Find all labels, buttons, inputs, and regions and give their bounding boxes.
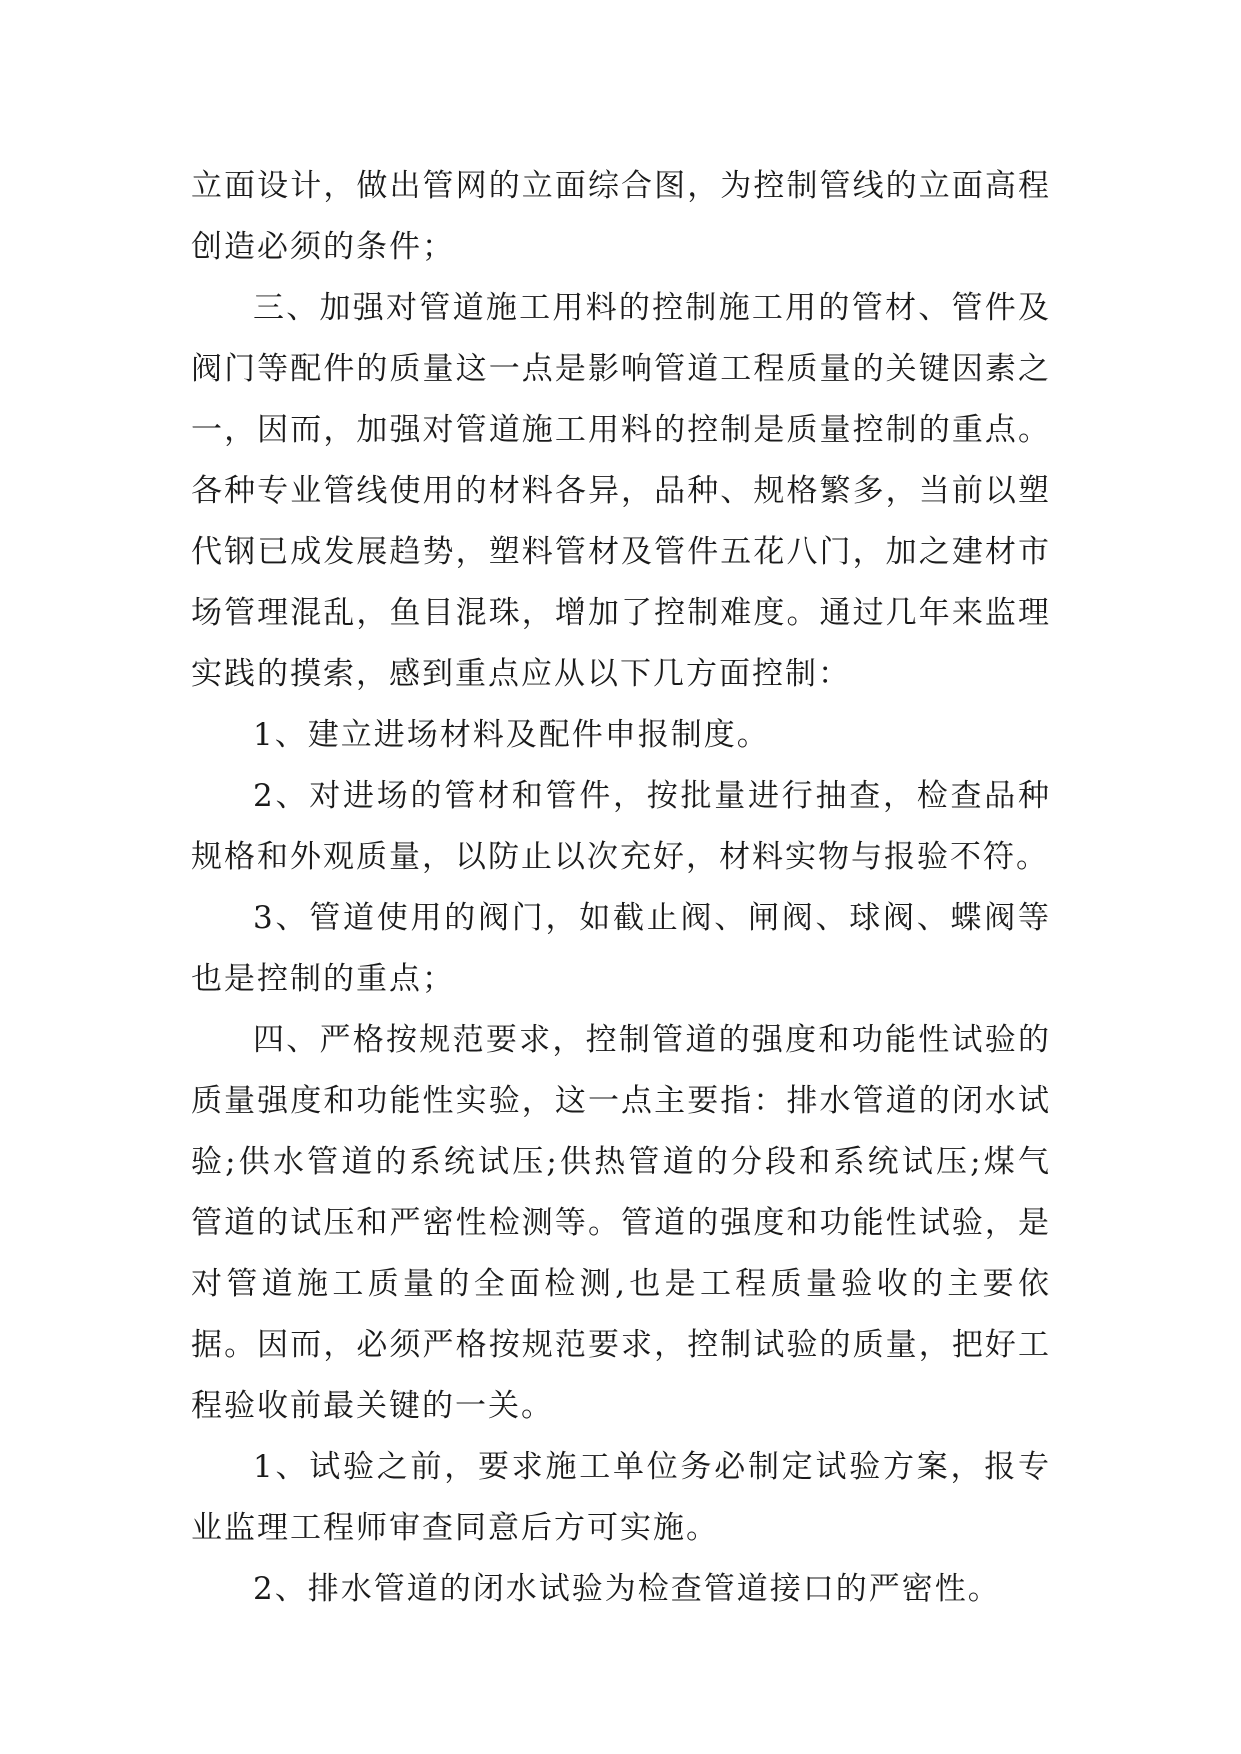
paragraph-4: 2、对进场的管材和管件，按批量进行抽查，检查品种规格和外观质量，以防止以次充好，材料实物与报验不符。 [191, 778, 1051, 875]
paragraph-8: 2、排水管道的闭水试验为检查管道接口的严密性。 [253, 1571, 1001, 1607]
paragraph-6: 四、严格按规范要求，控制管道的强度和功能性试验的质量强度和功能性实验，这一点主要指：排水管道的闭水试验;供水管道的系统试压;供热管道的分段和系统试压;煤气管道的试压和严密性检测等。管道的强度和功能性试验，是对管道施工质量的全面检测,也是工程质量验收的主要依据。因而，必须严格按规范要求，控制试验的质量，把好工程验收前最关键的一关。 [191, 1022, 1051, 1424]
paragraph-1: 立面设计，做出管网的立面综合图，为控制管线的立面高程创造必须的条件； [191, 168, 1051, 265]
document-body [191, 156, 1051, 1620]
paragraph-5: 3、管道使用的阀门，如截止阀、闸阀、球阀、蝶阀等也是控制的重点； [191, 900, 1051, 997]
paragraph-7: 1、试验之前，要求施工单位务必制定试验方案，报专业监理工程师审查同意后方可实施。 [191, 1449, 1051, 1546]
paragraph-2: 三、加强对管道施工用料的控制施工用的管材、管件及阀门等配件的质量这一点是影响管道工程质量的关键因素之一，因而，加强对管道施工用料的控制是质量控制的重点。各种专业管线使用的材料各异，品种、规格繁多，当前以塑代钢已成发展趋势，塑料管材及管件五花八门，加之建材市场管理混乱，鱼目混珠，增加了控制难度。通过几年来监理实践的摸索，感到重点应从以下几方面控制： [191, 290, 1051, 692]
paragraph-3: 1、建立进场材料及配件申报制度。 [253, 717, 770, 753]
